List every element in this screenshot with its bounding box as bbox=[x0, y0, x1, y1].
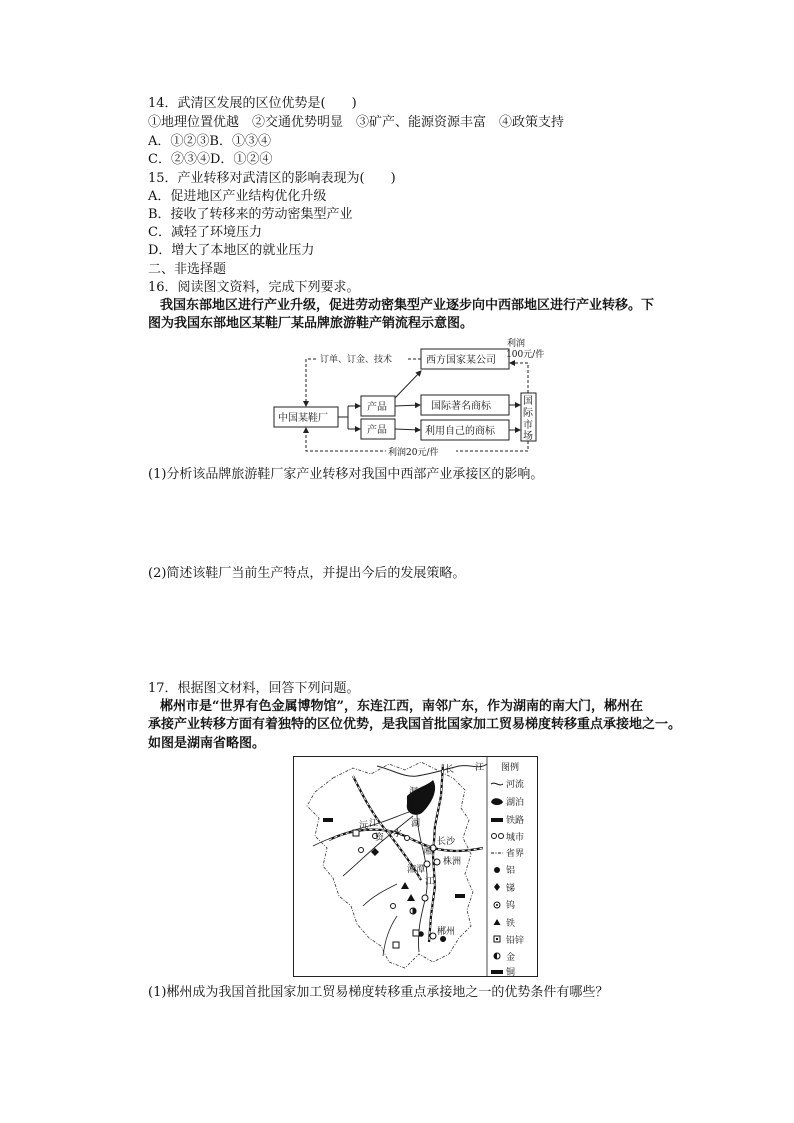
map-label: 铁路 bbox=[506, 816, 525, 826]
q14-items: ①地理位置优越 ②交通优势明显 ③矿产、能源资源丰富 ④政策支持 bbox=[148, 115, 565, 130]
map-label: 铜 bbox=[506, 968, 516, 978]
market-char-3: 市 bbox=[523, 420, 533, 431]
map-label: 湘 bbox=[423, 847, 433, 857]
q15-option-c: C．减轻了环境压力 bbox=[148, 225, 262, 240]
profit-bottom-label: 利润20元/件 bbox=[388, 448, 439, 458]
map-label: 株洲 bbox=[443, 857, 462, 867]
city-zhuzhou bbox=[434, 859, 440, 865]
market-char-4: 场 bbox=[523, 431, 533, 442]
map-label: 铅锌 bbox=[506, 936, 525, 946]
map-label: 湖 bbox=[411, 819, 421, 829]
legend-title: 图例 bbox=[501, 763, 520, 773]
q16-para-2: 图为我国东部地区某鞋厂某品牌旅游鞋产销流程示意图。 bbox=[148, 316, 474, 331]
map-label: 铝 bbox=[506, 866, 516, 876]
city-chenzhou bbox=[430, 933, 436, 939]
factory-label: 中国某鞋厂 bbox=[278, 413, 328, 424]
hunan-map bbox=[293, 756, 538, 978]
map-label: 省界 bbox=[506, 849, 525, 859]
q15-stem: 15．产业转移对武清区的影响表现为( ) bbox=[148, 171, 396, 186]
map-label: 郴州 bbox=[437, 927, 456, 937]
map-label: 水 bbox=[393, 829, 403, 839]
q15-option-a: A．促进地区产业结构优化升级 bbox=[148, 189, 327, 204]
q14-stem: 14．武清区发展的区位优势是( ) bbox=[148, 96, 357, 111]
q14-options-cd: C．②③④D．①②④ bbox=[148, 152, 273, 167]
map-label: 钨 bbox=[506, 901, 516, 911]
map-label: 江 bbox=[369, 819, 379, 829]
map-label: 洞 bbox=[409, 787, 419, 797]
map-label: 长沙 bbox=[437, 837, 456, 847]
profit-top-label-2: 100元/件 bbox=[506, 350, 545, 360]
intl-brand-label: 国际著名商标 bbox=[431, 401, 491, 412]
q16-sub-1: (1)分析该品牌旅游鞋厂家产业转移对我国中西部产业承接区的影响。 bbox=[148, 467, 544, 482]
product-label-1: 产品 bbox=[367, 402, 387, 413]
q17-para-1: 郴州市是“世界有色金属博物馆”，东连江西，南邻广东，作为湖南的南大门，郴州在 bbox=[160, 699, 643, 714]
product-label-2: 产品 bbox=[367, 425, 387, 436]
q16-stem: 16．阅读图文资料，完成下列要求。 bbox=[148, 280, 360, 295]
q15-option-b: B．接收了转移来的劳动密集型产业 bbox=[148, 207, 353, 222]
q15-option-d: D．增大了本地区的就业压力 bbox=[148, 243, 315, 258]
q17-stem: 17．根据图文材料，回答下列问题。 bbox=[148, 681, 360, 696]
q17-sub-1: (1)郴州成为我国首批国家加工贸易梯度转移重点承接地之一的优势条件有哪些？ bbox=[148, 985, 609, 1000]
map-label: 城市 bbox=[506, 833, 525, 843]
top-flow-label: 订单、订金、技术 bbox=[320, 355, 393, 365]
q16-sub-2: (2)简述该鞋厂当前生产特点，并提出今后的发展策略。 bbox=[148, 566, 466, 581]
own-brand-label: 利用自己的商标 bbox=[425, 426, 495, 437]
shoe-flow-diagram bbox=[268, 338, 552, 460]
section-heading: 二、非选择题 bbox=[148, 262, 227, 277]
map-label: 江 bbox=[475, 763, 485, 773]
map-label: 河流 bbox=[506, 780, 525, 790]
map-label: 金 bbox=[506, 953, 516, 963]
market-char-1: 国 bbox=[523, 396, 533, 407]
q14-options-ab: A．①②③B．①③④ bbox=[148, 134, 271, 149]
map-label: 湘潭 bbox=[407, 865, 426, 875]
q17-para-3: 如图是湖南省略图。 bbox=[148, 736, 266, 751]
profit-top-label-1: 利润 bbox=[507, 339, 526, 349]
map-label: 沅 bbox=[359, 821, 369, 831]
copper-mark bbox=[455, 894, 465, 898]
map-label: 锑 bbox=[506, 884, 516, 894]
map-label: 庭 bbox=[409, 799, 419, 809]
map-label: 长 bbox=[445, 765, 455, 775]
map-label: 铁 bbox=[506, 919, 516, 929]
map-label: 江 bbox=[425, 877, 435, 887]
q17-para-2: 承接产业转移方面有着独特的区位优势，是我国首批国家加工贸易梯度转移重点承接地之一。 bbox=[148, 717, 682, 732]
map-label: 资 bbox=[375, 833, 385, 843]
map-label: 湖泊 bbox=[506, 798, 525, 808]
market-char-2: 际 bbox=[523, 408, 533, 419]
q16-para-1: 我国东部地区进行产业升级，促进劳动密集型产业逐步向中西部地区进行产业转移。下 bbox=[160, 298, 655, 313]
western-company-label: 西方国家某公司 bbox=[426, 355, 496, 366]
